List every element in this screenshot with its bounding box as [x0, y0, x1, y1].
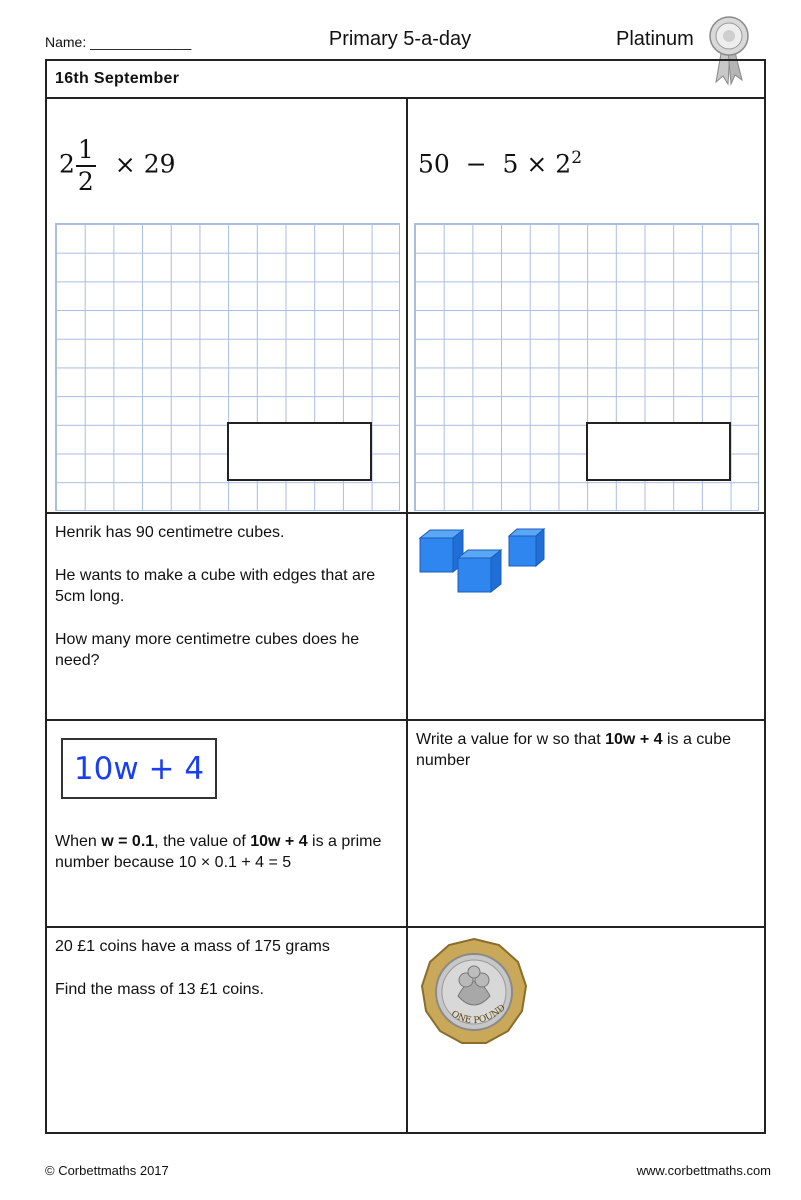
cube-icons — [418, 526, 558, 606]
pound-coin-icon — [418, 936, 530, 1048]
date-label: 16th September — [55, 70, 180, 87]
question-4 — [47, 721, 406, 926]
question-3 — [47, 514, 406, 719]
question-2 — [408, 99, 764, 512]
working-grid[interactable] — [414, 223, 759, 511]
question-3-text: Henrik has 90 centimetre cubes. He wants to make a cube with edges that are 5cm long. How many more centimetre cubes does he need? — [55, 524, 376, 669]
fraction: $\frac{1}{2}$ — [77, 135, 94, 196]
answer-box[interactable] — [227, 422, 372, 481]
question-5-text: Write a value for w so that 10w + 4 is a cube number — [416, 731, 731, 769]
question-6 — [47, 928, 406, 1134]
question-2-expression: $50 - 5 \times 2^2$ — [418, 148, 583, 179]
coin-illustration — [408, 928, 764, 1134]
cubes-illustration — [408, 514, 764, 719]
worksheet — [45, 59, 766, 1134]
level-label: Platinum — [616, 28, 694, 50]
question-1 — [47, 99, 406, 512]
website-link[interactable]: www.corbettmaths.com — [636, 1163, 771, 1178]
working-grid[interactable] — [55, 223, 400, 511]
page-title: Primary 5-a-day — [328, 28, 472, 50]
cube-icon — [458, 550, 501, 592]
copyright: © Corbettmaths 2017 — [45, 1163, 169, 1178]
name-field-label: Name: _____________ — [45, 34, 192, 50]
cube-icon — [420, 530, 463, 572]
question-4-text: When w = 0.1, the value of 10w + 4 is a prime number because 10 × 0.1 + 4 = 5 — [55, 833, 382, 871]
answer-box[interactable] — [586, 422, 731, 481]
question-1-expression: 2 $\frac{1}{2}$ × 29 — [59, 135, 176, 196]
coin-inscription: ONE POUND — [449, 1002, 508, 1027]
date-bar — [47, 61, 764, 99]
cube-icon — [509, 529, 544, 566]
question-5 — [408, 721, 764, 926]
question-6-text: 20 £1 coins have a mass of 175 grams Find the mass of 13 £1 coins. — [55, 938, 330, 998]
expression-box: 10w + 4 — [61, 738, 217, 799]
